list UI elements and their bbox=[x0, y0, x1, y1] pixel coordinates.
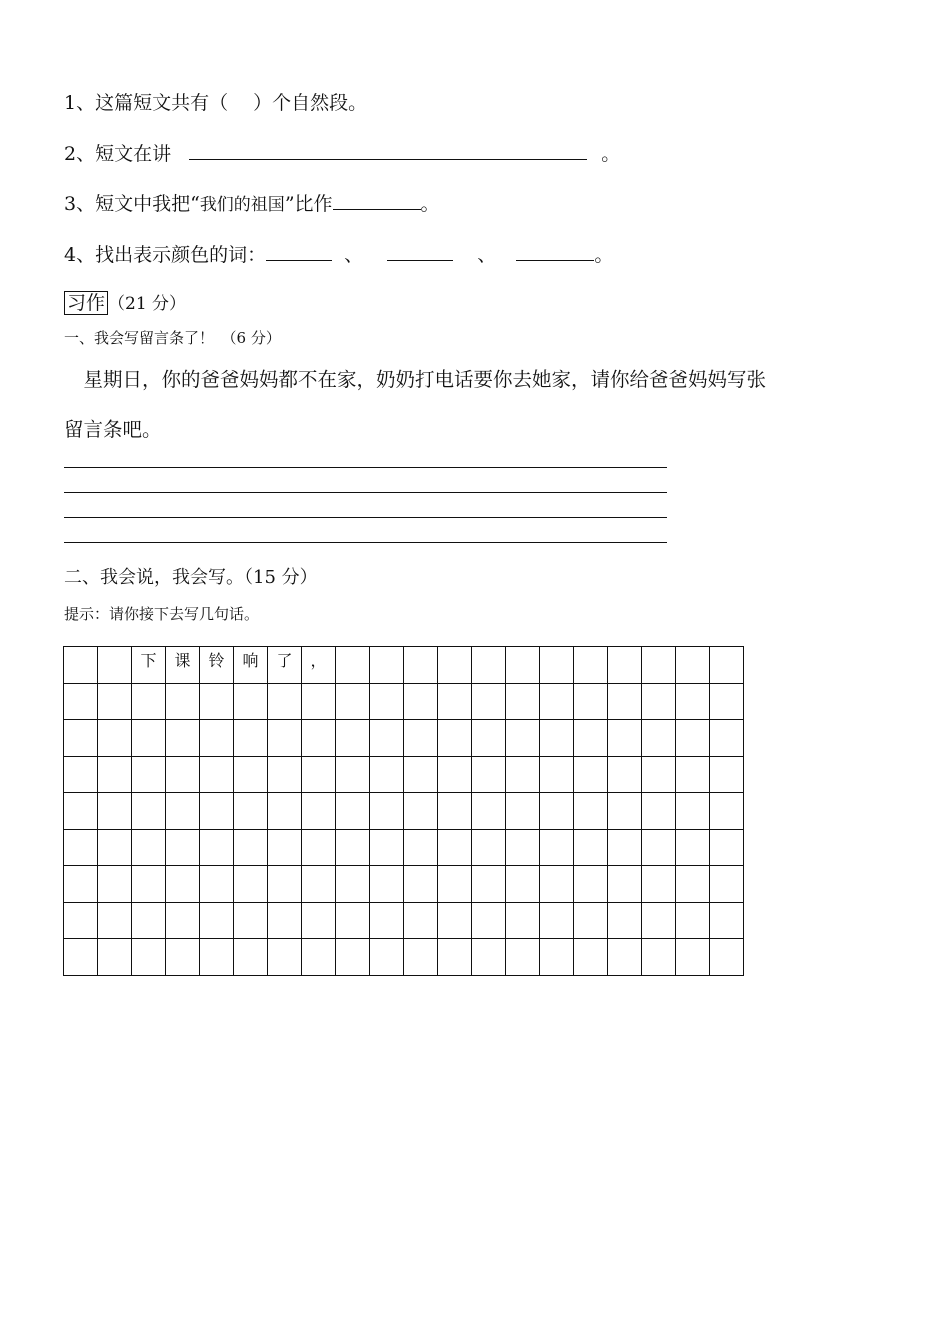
grid-cell[interactable] bbox=[472, 902, 506, 939]
grid-cell[interactable] bbox=[676, 866, 710, 903]
grid-cell[interactable] bbox=[642, 902, 676, 939]
grid-cell[interactable] bbox=[268, 939, 302, 976]
question-3-text: 3、短文中我把“ bbox=[64, 193, 200, 215]
grid-cell[interactable] bbox=[200, 793, 234, 830]
grid-cell[interactable] bbox=[404, 902, 438, 939]
grid-cell[interactable] bbox=[98, 756, 132, 793]
grid-cell[interactable] bbox=[302, 756, 336, 793]
grid-cell[interactable] bbox=[608, 683, 642, 720]
grid-cell[interactable] bbox=[166, 939, 200, 976]
grid-cell[interactable] bbox=[472, 647, 506, 684]
grid-cell[interactable] bbox=[370, 939, 404, 976]
grid-cell[interactable] bbox=[404, 756, 438, 793]
grid-cell[interactable] bbox=[710, 939, 744, 976]
question-1 bbox=[64, 88, 367, 115]
grid-cell[interactable] bbox=[234, 683, 268, 720]
grid-cell[interactable] bbox=[64, 683, 98, 720]
grid-cell[interactable] bbox=[710, 902, 744, 939]
grid-cell[interactable] bbox=[132, 939, 166, 976]
grid-cell[interactable] bbox=[574, 793, 608, 830]
grid-cell[interactable] bbox=[64, 866, 98, 903]
grid-cell[interactable] bbox=[98, 720, 132, 757]
question-4-end: 。 bbox=[594, 244, 614, 266]
grid-row bbox=[64, 756, 744, 793]
grid-cell[interactable] bbox=[370, 647, 404, 684]
grid-cell[interactable] bbox=[132, 902, 166, 939]
grid-cell[interactable] bbox=[574, 866, 608, 903]
grid-cell[interactable] bbox=[302, 939, 336, 976]
grid-cell[interactable] bbox=[132, 866, 166, 903]
grid-cell[interactable] bbox=[336, 902, 370, 939]
grid-cell[interactable] bbox=[200, 866, 234, 903]
grid-cell[interactable] bbox=[506, 829, 540, 866]
grid-cell[interactable] bbox=[64, 793, 98, 830]
question-1-text: 1、这篇短文共有（ ）个自然段。 bbox=[64, 92, 368, 114]
grid-cell[interactable] bbox=[166, 720, 200, 757]
grid-cell[interactable] bbox=[234, 902, 268, 939]
grid-cell[interactable] bbox=[234, 720, 268, 757]
grid-cell[interactable] bbox=[540, 756, 574, 793]
question-3-quote: 我们的祖国 bbox=[199, 195, 285, 215]
writing-section-score: （21 分） bbox=[108, 294, 187, 314]
grid-cell[interactable] bbox=[540, 939, 574, 976]
grid-cell[interactable] bbox=[302, 866, 336, 903]
grid-cell[interactable] bbox=[370, 756, 404, 793]
grid-row bbox=[64, 683, 744, 720]
grid-cell[interactable] bbox=[608, 647, 642, 684]
grid-cell[interactable] bbox=[98, 683, 132, 720]
grid-cell[interactable] bbox=[540, 902, 574, 939]
grid-cell[interactable] bbox=[540, 829, 574, 866]
grid-cell[interactable] bbox=[166, 866, 200, 903]
question-3-end: 。 bbox=[420, 193, 440, 215]
grid-cell[interactable] bbox=[438, 720, 472, 757]
grid-cell[interactable] bbox=[268, 756, 302, 793]
grid-cell[interactable] bbox=[336, 756, 370, 793]
grid-cell[interactable] bbox=[438, 866, 472, 903]
writing-line-4[interactable] bbox=[64, 542, 667, 543]
question-4-text: 4、找出表示颜色的词： bbox=[64, 244, 267, 266]
grid-cell[interactable]: 了 bbox=[268, 647, 302, 684]
grid-cell[interactable] bbox=[710, 866, 744, 903]
answer-blank-2[interactable] bbox=[189, 158, 587, 160]
grid-cell[interactable] bbox=[540, 720, 574, 757]
grid-cell[interactable] bbox=[166, 756, 200, 793]
grid-row bbox=[64, 720, 744, 757]
grid-cell[interactable] bbox=[404, 939, 438, 976]
grid-cell[interactable] bbox=[234, 866, 268, 903]
grid-cell[interactable] bbox=[98, 902, 132, 939]
grid-cell[interactable] bbox=[642, 866, 676, 903]
grid-cell[interactable] bbox=[540, 647, 574, 684]
grid-cell[interactable] bbox=[608, 793, 642, 830]
grid-cell[interactable] bbox=[370, 793, 404, 830]
grid-cell[interactable] bbox=[166, 902, 200, 939]
grid-cell[interactable] bbox=[404, 683, 438, 720]
part1-prompt-line2: 留言条吧。 bbox=[64, 418, 162, 441]
grid-cell[interactable] bbox=[608, 756, 642, 793]
grid-cell[interactable] bbox=[98, 939, 132, 976]
grid-cell[interactable] bbox=[336, 793, 370, 830]
grid-cell[interactable] bbox=[302, 793, 336, 830]
grid-cell[interactable] bbox=[574, 902, 608, 939]
part1-heading: 一、我会写留言条了！ （6 分） bbox=[64, 329, 281, 347]
grid-cell[interactable] bbox=[64, 829, 98, 866]
grid-cell[interactable] bbox=[98, 647, 132, 684]
grid-cell[interactable] bbox=[608, 866, 642, 903]
grid-cell[interactable] bbox=[472, 720, 506, 757]
grid-cell[interactable] bbox=[574, 829, 608, 866]
grid-cell[interactable] bbox=[166, 793, 200, 830]
grid-cell[interactable] bbox=[132, 683, 166, 720]
grid-cell[interactable] bbox=[506, 683, 540, 720]
grid-cell[interactable] bbox=[404, 793, 438, 830]
question-4 bbox=[64, 240, 613, 267]
grid-cell[interactable] bbox=[268, 720, 302, 757]
grid-cell[interactable] bbox=[676, 793, 710, 830]
grid-cell[interactable] bbox=[608, 829, 642, 866]
grid-cell[interactable] bbox=[404, 720, 438, 757]
grid-cell[interactable] bbox=[404, 647, 438, 684]
grid-cell[interactable] bbox=[608, 720, 642, 757]
grid-cell[interactable]: 响 bbox=[234, 647, 268, 684]
answer-blank-3[interactable] bbox=[333, 208, 421, 210]
grid-cell[interactable] bbox=[268, 829, 302, 866]
grid-cell[interactable] bbox=[200, 683, 234, 720]
grid-cell[interactable] bbox=[574, 939, 608, 976]
grid-cell[interactable] bbox=[608, 902, 642, 939]
grid-cell[interactable]: 课 bbox=[166, 647, 200, 684]
part2-heading: 二、我会说，我会写。（15 分） bbox=[64, 567, 318, 588]
grid-cell[interactable] bbox=[438, 793, 472, 830]
grid-cell[interactable] bbox=[438, 829, 472, 866]
question-2 bbox=[64, 139, 620, 166]
grid-cell[interactable] bbox=[302, 902, 336, 939]
answer-blank-4b[interactable] bbox=[387, 259, 453, 261]
grid-cell[interactable] bbox=[506, 756, 540, 793]
grid-cell[interactable] bbox=[710, 683, 744, 720]
writing-section-header bbox=[64, 288, 186, 315]
grid-row bbox=[64, 647, 744, 684]
grid-cell[interactable] bbox=[336, 647, 370, 684]
grid-cell[interactable] bbox=[608, 939, 642, 976]
grid-cell[interactable] bbox=[98, 793, 132, 830]
grid-cell[interactable] bbox=[574, 756, 608, 793]
grid-row bbox=[64, 793, 744, 830]
grid-cell[interactable] bbox=[642, 756, 676, 793]
grid-cell[interactable] bbox=[506, 647, 540, 684]
grid-cell[interactable] bbox=[676, 720, 710, 757]
writing-section-label: 习作 bbox=[64, 291, 108, 315]
grid-cell[interactable] bbox=[132, 720, 166, 757]
grid-cell[interactable] bbox=[540, 866, 574, 903]
grid-cell[interactable] bbox=[710, 793, 744, 830]
grid-cell[interactable] bbox=[302, 829, 336, 866]
grid-cell[interactable] bbox=[404, 829, 438, 866]
grid-cell[interactable] bbox=[268, 793, 302, 830]
composition-grid[interactable] bbox=[63, 646, 744, 976]
grid-cell[interactable] bbox=[404, 866, 438, 903]
answer-blank-4c[interactable] bbox=[516, 259, 594, 261]
grid-cell[interactable] bbox=[506, 866, 540, 903]
grid-cell[interactable] bbox=[200, 756, 234, 793]
grid-cell[interactable] bbox=[642, 720, 676, 757]
grid-cell[interactable] bbox=[64, 902, 98, 939]
grid-cell[interactable] bbox=[540, 683, 574, 720]
grid-cell[interactable] bbox=[710, 720, 744, 757]
grid-cell[interactable] bbox=[336, 866, 370, 903]
question-4-sep1: 、 bbox=[344, 244, 364, 266]
grid-cell[interactable] bbox=[64, 756, 98, 793]
grid-cell[interactable] bbox=[472, 793, 506, 830]
grid-cell[interactable] bbox=[132, 829, 166, 866]
grid-cell[interactable] bbox=[234, 829, 268, 866]
question-3 bbox=[64, 189, 440, 216]
grid-cell[interactable] bbox=[336, 683, 370, 720]
grid-cell[interactable] bbox=[676, 756, 710, 793]
grid-cell[interactable] bbox=[166, 829, 200, 866]
grid-cell[interactable] bbox=[98, 829, 132, 866]
grid-cell[interactable] bbox=[268, 866, 302, 903]
grid-cell[interactable] bbox=[302, 720, 336, 757]
grid-cell[interactable] bbox=[506, 793, 540, 830]
grid-cell[interactable] bbox=[234, 756, 268, 793]
grid-cell[interactable]: ， bbox=[302, 647, 336, 684]
grid-cell[interactable] bbox=[64, 720, 98, 757]
grid-cell[interactable] bbox=[234, 939, 268, 976]
grid-cell[interactable] bbox=[642, 939, 676, 976]
grid-cell[interactable] bbox=[676, 902, 710, 939]
writing-line-3[interactable] bbox=[64, 517, 667, 518]
grid-cell[interactable] bbox=[370, 720, 404, 757]
grid-cell[interactable] bbox=[336, 939, 370, 976]
writing-line-1[interactable] bbox=[64, 467, 667, 468]
grid-cell[interactable] bbox=[370, 829, 404, 866]
grid-cell[interactable] bbox=[574, 647, 608, 684]
grid-cell[interactable] bbox=[336, 720, 370, 757]
grid-cell[interactable] bbox=[438, 683, 472, 720]
grid-cell[interactable] bbox=[438, 647, 472, 684]
question-3-mid: ”比作 bbox=[284, 193, 333, 215]
grid-cell[interactable] bbox=[472, 939, 506, 976]
grid-cell[interactable] bbox=[574, 683, 608, 720]
grid-cell[interactable] bbox=[642, 647, 676, 684]
grid-cell[interactable] bbox=[370, 902, 404, 939]
grid-cell[interactable] bbox=[98, 866, 132, 903]
grid-cell[interactable] bbox=[200, 902, 234, 939]
writing-line-2[interactable] bbox=[64, 492, 667, 493]
grid-cell[interactable] bbox=[268, 902, 302, 939]
part2-hint: 提示：请你接下去写几句话。 bbox=[64, 605, 260, 623]
grid-cell[interactable] bbox=[370, 683, 404, 720]
answer-blank-4a[interactable] bbox=[266, 259, 332, 261]
grid-cell[interactable] bbox=[506, 939, 540, 976]
grid-cell[interactable] bbox=[438, 939, 472, 976]
grid-cell[interactable] bbox=[472, 866, 506, 903]
grid-cell[interactable] bbox=[642, 793, 676, 830]
grid-cell[interactable] bbox=[200, 720, 234, 757]
question-4-sep2: 、 bbox=[477, 244, 497, 266]
grid-cell[interactable]: 下 bbox=[132, 647, 166, 684]
grid-cell[interactable] bbox=[710, 829, 744, 866]
grid-cell[interactable] bbox=[336, 829, 370, 866]
grid-row bbox=[64, 829, 744, 866]
grid-cell[interactable] bbox=[710, 647, 744, 684]
grid-cell[interactable] bbox=[472, 756, 506, 793]
grid-cell[interactable] bbox=[438, 902, 472, 939]
grid-cell[interactable] bbox=[438, 756, 472, 793]
part1-prompt-line1: 星期日，你的爸爸妈妈都不在家，奶奶打电话要你去她家，请你给爸爸妈妈写张 bbox=[64, 368, 767, 391]
grid-cell[interactable] bbox=[370, 866, 404, 903]
grid-row bbox=[64, 866, 744, 903]
grid-cell[interactable] bbox=[506, 902, 540, 939]
grid-cell[interactable] bbox=[64, 647, 98, 684]
grid-cell[interactable] bbox=[642, 683, 676, 720]
grid-cell[interactable] bbox=[132, 756, 166, 793]
grid-cell[interactable] bbox=[200, 829, 234, 866]
grid-cell[interactable] bbox=[472, 683, 506, 720]
grid-cell[interactable] bbox=[234, 793, 268, 830]
grid-cell[interactable] bbox=[574, 720, 608, 757]
grid-row bbox=[64, 939, 744, 976]
grid-cell[interactable] bbox=[268, 683, 302, 720]
grid-cell[interactable] bbox=[710, 756, 744, 793]
question-2-end: 。 bbox=[601, 143, 621, 165]
grid-cell[interactable] bbox=[506, 720, 540, 757]
grid-cell[interactable] bbox=[166, 683, 200, 720]
grid-cell[interactable] bbox=[132, 793, 166, 830]
grid-cell[interactable] bbox=[676, 829, 710, 866]
grid-cell[interactable] bbox=[64, 939, 98, 976]
grid-cell[interactable] bbox=[200, 939, 234, 976]
grid-cell[interactable]: 铃 bbox=[200, 647, 234, 684]
question-2-text: 2、短文在讲 bbox=[64, 143, 172, 165]
grid-cell[interactable] bbox=[676, 647, 710, 684]
grid-cell[interactable] bbox=[676, 683, 710, 720]
grid-row bbox=[64, 902, 744, 939]
grid-cell[interactable] bbox=[540, 793, 574, 830]
grid-cell[interactable] bbox=[302, 683, 336, 720]
grid-cell[interactable] bbox=[642, 829, 676, 866]
grid-cell[interactable] bbox=[676, 939, 710, 976]
grid-cell[interactable] bbox=[472, 829, 506, 866]
